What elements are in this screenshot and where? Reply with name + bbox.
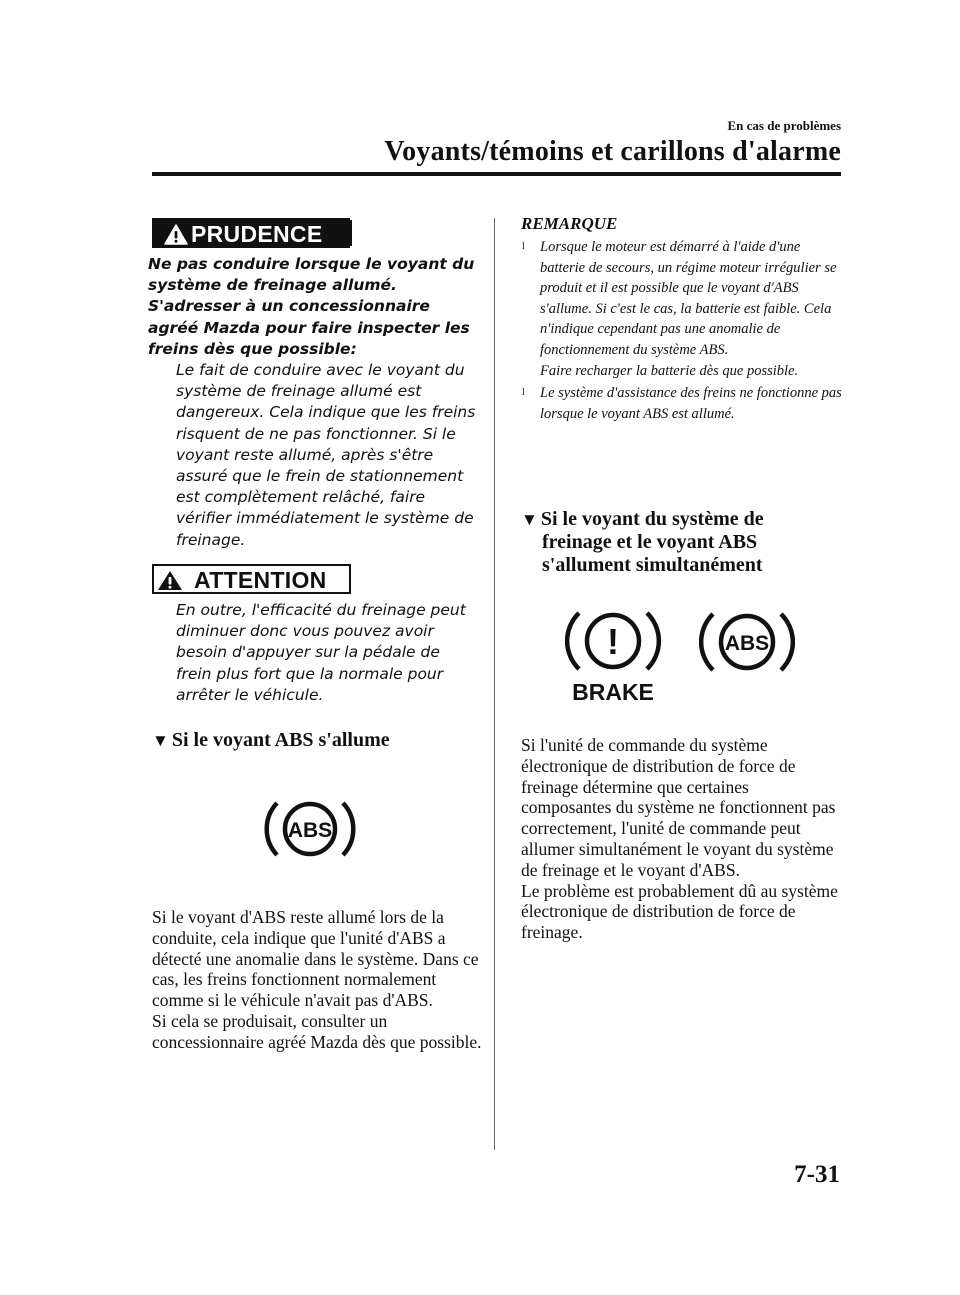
- abs-warning-light-icon: [699, 608, 795, 676]
- bullet-icon: l: [522, 241, 525, 252]
- header-rule: [152, 172, 841, 176]
- attention-body-text: En outre, l'efficacité du freinage peut diminuer donc vous pouvez avoir besoin d'appuyer sur la pédale de frein plus fort que la normale pour arrêter le véhicule.: [176, 601, 466, 704]
- prudence-label: PRUDENCE: [191, 221, 323, 247]
- brake-icon-mark: !: [607, 621, 619, 662]
- section-heading-abs: [152, 729, 482, 752]
- remarque-heading: REMARQUE: [521, 214, 618, 233]
- remarque-list: [521, 237, 843, 426]
- list-item: l Le système d'assistance des freins ne fonctionne pas lorsque le voyant ABS est allumé.: [522, 385, 842, 422]
- attention-banner: [152, 564, 351, 594]
- page-number: 7-31: [794, 1161, 840, 1188]
- brake-warning-light-icon: [563, 607, 663, 705]
- brake-icon-text: BRAKE: [572, 679, 654, 705]
- section-brake-abs-body-text: Si l'unité de commande du système électronique de distribution de force de freinage détermine que certaines composantes du système ne fonctionnent pas correctement, l'unité de commande peut allumer simultanément le voyant du système de freinage et le voyant d'ABS. Le problème est probablement dû au système électronique de distribution de force de freinage.: [521, 735, 838, 943]
- column-divider: [494, 218, 495, 1150]
- prudence-banner: [152, 218, 350, 248]
- section-heading-abs-text: Si le voyant ABS s'allume: [171, 729, 390, 751]
- prudence-body-text: Le fait de conduire avec le voyant du système de freinage allumé est dangereux. Cela indique que les freins risquent de ne pas fonctionner. Si le voyant reste allumé, après s'être assuré que le frein de stationnement est complètement relâché, faire vérifier immédiatement le système de freinage.: [176, 361, 476, 549]
- abs-icon-text: ABS: [287, 819, 333, 842]
- prudence-lead-text: Ne pas conduire lorsque le voyant du système de freinage allumé. S'adresser à un concessionnaire agréé Mazda pour faire inspecter les freins dès que possible:: [148, 255, 475, 358]
- warning-triangle-icon: [156, 570, 184, 591]
- section-marker: ▼: [521, 510, 538, 529]
- section-abs-body-text: Si le voyant d'ABS reste allumé lors de la conduite, cela indique que l'unité d'ABS a détecté une anomalie dans le système. Dans ce cas, les freins fonctionnent normalement comme si le véhicule n'avait pas d'ABS. Si cela se produisait, consulter un concessionnaire agréé Mazda dès que possible.: [152, 907, 482, 1052]
- abs-warning-light-icon: [263, 795, 357, 863]
- list-item: l Lorsque le moteur est démarré à l'aide d'une batterie de secours, un régime moteur irrégulier se produit et il est possible que le voyant d'ABS s'allume. Si c'est le cas, la batterie est faible. Cela n'indique cependant pas une anomalie de fonctionnement du système ABS. Faire recharger la batterie dès que possible.: [522, 239, 837, 379]
- abs-icon-text: ABS: [724, 632, 770, 655]
- section-heading-brake-abs: ▼ Si le voyant du système de freinage et le voyant ABS s'allument simultanément: [521, 508, 764, 576]
- attention-label: ATTENTION: [194, 567, 327, 593]
- page-title: Voyants/témoins et carillons d'alarme: [384, 136, 841, 167]
- header-section-label: En cas de problèmes: [727, 118, 841, 133]
- bullet-icon: l: [522, 387, 525, 399]
- section-marker: ▼: [152, 731, 169, 750]
- warning-triangle-icon: [164, 224, 188, 245]
